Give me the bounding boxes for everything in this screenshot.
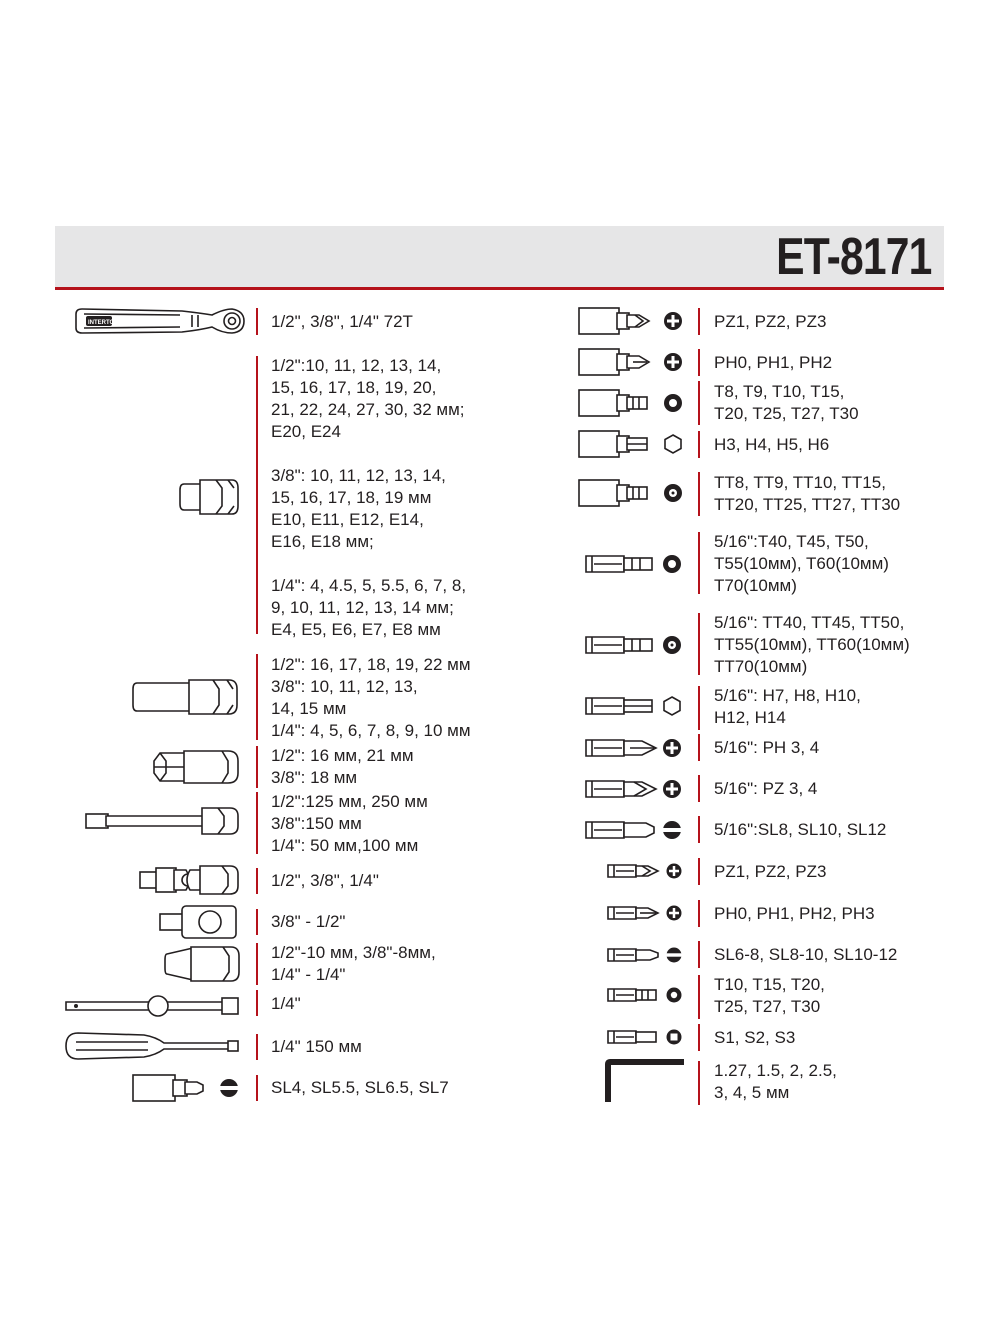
slotted-bit-socket-spec: SL4, SL5.5, SL6.5, SL7 [271,1078,449,1097]
divider [698,858,700,885]
title-underline [55,287,944,290]
divider [256,943,258,985]
divider [256,308,258,335]
divider [698,734,700,761]
pozidriv-bit-socket-spec: PZ1, PZ2, PZ3 [714,312,827,331]
adapter-icon [158,903,242,941]
small-pozidriv-bit-icon [606,860,684,882]
divider [698,308,700,335]
torx-bit-spec: 5/16":T40, T45, T50, T55(10мм), T60(10мм) T70(10мм) [714,532,889,595]
divider [256,792,258,854]
divider [698,975,700,1019]
torx-bit-icon [584,551,684,577]
divider [698,686,700,730]
spinner-handle-icon [64,1030,242,1060]
reducer-icon [163,944,243,984]
sliding-t-bar-spec: 1/4" [271,994,301,1013]
torx-bit-socket-spec: T8, T9, T10, T15, T20, T25, T27, T30 [714,382,859,423]
socket-icon [178,476,242,518]
brand-label: INTERTOOL [88,320,123,326]
divider [698,1061,700,1105]
tamper-torx-bit-spec: 5/16": TT40, TT45, TT50, TT55(10мм), TT60(10мм) TT70(10мм) [714,613,910,676]
tamper-torx-bit-socket-spec: TT8, TT9, TT10, TT15, TT20, TT25, TT27, TT30 [714,473,901,514]
tamper-torx-bit-socket-icon [577,478,685,508]
small-slotted-bit-icon [606,944,684,966]
deep-socket-icon [131,677,241,717]
divider [698,900,700,927]
extension-bar-spec: 1/2":125 мм, 250 мм 3/8":150 мм 1/4": 50 мм,100 мм [271,792,428,855]
square-bit-icon [606,1026,684,1048]
pozidriv-bit-spec: 5/16": PZ 3, 4 [714,779,818,798]
divider [698,816,700,843]
spark-plug-socket-icon [152,749,242,785]
universal-joint-icon [138,862,242,898]
torx-bit-socket-icon [577,388,685,418]
divider [698,613,700,675]
sliding-t-bar-icon [64,993,242,1019]
reducer-spec: 1/2"-10 мм, 3/8"-8мм, 1/4" - 1/4" [271,943,436,984]
divider [256,868,258,894]
slotted-bit-icon [584,817,684,843]
hex-key-icon [604,1058,688,1104]
ratchet-spec: 1/2", 3/8", 1/4" 72T [271,312,413,331]
small-torx-bit-icon [606,984,684,1006]
adapter-spec: 3/8" - 1/2" [271,912,346,931]
hex-bit-spec: 5/16": H7, H8, H10, H12, H14 [714,686,861,727]
divider [256,356,258,634]
hex-bit-icon [584,693,684,719]
divider [698,349,700,376]
small-torx-bit-spec: T10, T15, T20, T25, T27, T30 [714,975,825,1016]
hex-key-spec: 1.27, 1.5, 2, 2.5, 3, 4, 5 мм [714,1061,837,1102]
divider [698,941,700,968]
divider [698,775,700,802]
universal-joint-spec: 1/2", 3/8", 1/4" [271,871,379,890]
divider [698,472,700,516]
tamper-torx-bit-icon [584,632,684,658]
pozidriv-bit-socket-icon [577,306,685,336]
ratchet-icon [72,305,247,337]
model-title: ET-8171 [776,228,932,286]
hex-bit-socket-icon [577,429,685,459]
slotted-bit-spec: 5/16":SL8, SL10, SL12 [714,820,887,839]
phillips-bit-socket-icon [577,347,685,377]
small-pozidriv-bit-spec: PZ1, PZ2, PZ3 [714,862,827,881]
square-bit-spec: S1, S2, S3 [714,1028,796,1047]
divider [698,532,700,594]
divider [256,654,258,740]
phillips-bit-spec: 5/16": PH 3, 4 [714,738,820,757]
hex-bit-socket-spec: H3, H4, H5, H6 [714,435,830,454]
pozidriv-bit-icon [584,776,684,802]
spark-plug-socket-spec: 1/2": 16 мм, 21 мм 3/8": 18 мм [271,746,414,787]
divider [698,1024,700,1051]
spinner-handle-spec: 1/4" 150 мм [271,1037,362,1056]
deep-socket-spec: 1/2": 16, 17, 18, 19, 22 мм 3/8": 10, 11, 12, 13, 14, 15 мм 1/4": 4, 5, 6, 7, 8, 9, 10 мм [271,655,471,740]
small-slotted-bit-spec: SL6-8, SL8-10, SL10-12 [714,945,898,964]
phillips-bit-socket-spec: PH0, PH1, PH2 [714,353,833,372]
slotted-bit-socket-icon [131,1073,241,1103]
extension-bar-icon [84,804,242,838]
divider [256,1075,258,1101]
socket-spec: 1/2":10, 11, 12, 13, 14, 15, 16, 17, 18, 19, 20, 21, 22, 24, 27, 30, 32 мм; E20, E24 3/8": 10, 11, 12, 13, 14, 15, 16, 17, 18, 19 мм E10, E11, E12, E14, E16, E18 мм; 1/4": 4, 4.5, 5, 5.5, 6, 7, 8, 9, 10, 11, 12, 13, 14 мм; E4, E5, E6, E7, E8 мм [271,356,467,639]
small-phillips-bit-icon [606,902,684,924]
divider [698,381,700,425]
small-phillips-bit-spec: PH0, PH1, PH2, PH3 [714,904,875,923]
divider [256,746,258,788]
phillips-bit-icon [584,735,684,761]
divider [256,909,258,935]
divider [698,431,700,458]
divider [256,990,258,1016]
divider [256,1034,258,1060]
